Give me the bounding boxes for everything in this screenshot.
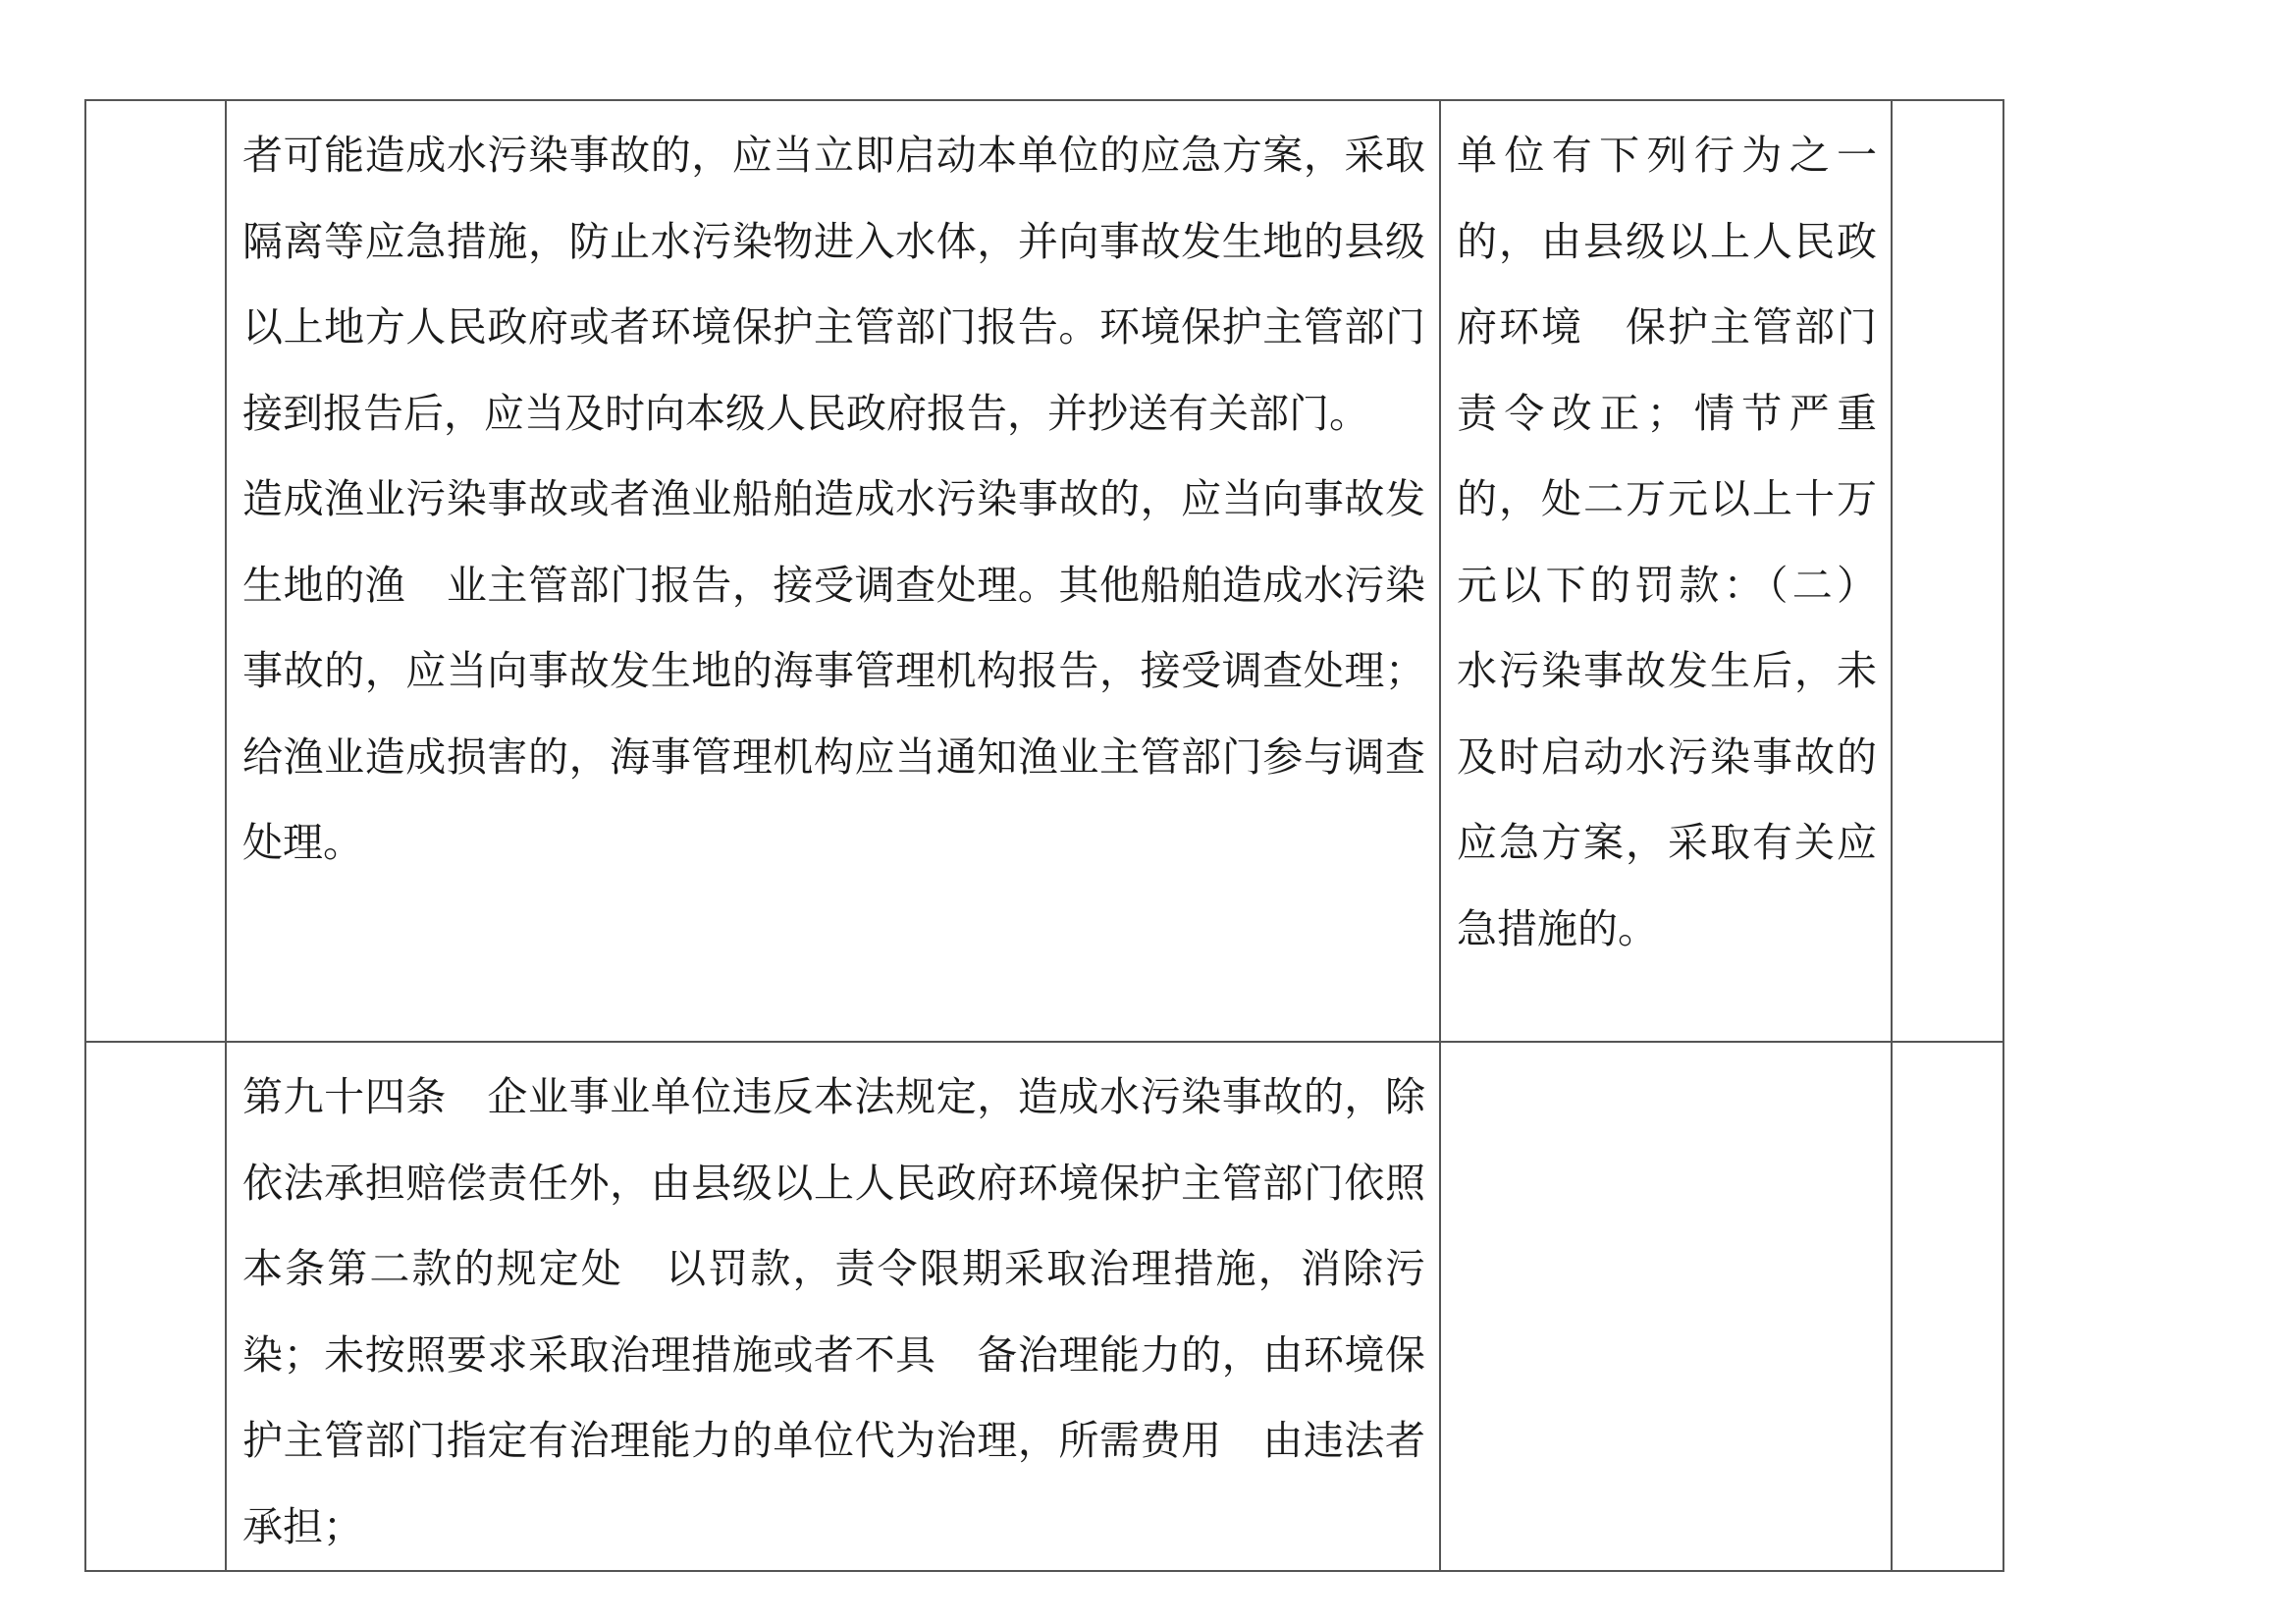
provision-text	[227, 1043, 1439, 1570]
provision-paragraph: 造成渔业污染事故或者渔业船舶造成水污染事故的，应当向事故发生地的渔 业主管部门报告，接受调查处理。其他船舶造成水污染事故的，应当向事故发生地的海事管理机构报告，接受调查处理；给渔业造成损害的，海事管理机构应当通知渔业主管部门参与调查处理。	[242, 475, 1425, 866]
provision-paragraph: 者可能造成水污染事故的，应当立即启动本单位的应急方案，采取隔离等应急措施，防止水污染物进入水体，并向事故发生地的县级以上地方人民政府或者环境保护主管部门报告。环境保护主管部门接到报告后，应当及时向本级人民政府报告，并抄送有关部门。	[242, 132, 1425, 437]
law-comparison-table	[84, 99, 2004, 1572]
provision-cell	[226, 100, 1440, 1042]
table-row	[85, 100, 2003, 1042]
provision-cell	[226, 1042, 1440, 1571]
penalty-text	[1441, 1043, 1891, 1055]
penalty-cell	[1440, 1042, 1892, 1571]
penalty-text: 单位有下列行为之一的，由县级以上人民政府环境 保护主管部门责令改正；情节严重的，处二万元以上十万元以下的罚款：（二）水污染事故发生后，未及时启动水污染事故的应急方案，采取有关应 急措施的。	[1457, 132, 1917, 952]
note-cell	[1892, 1042, 2003, 1571]
index-cell	[85, 1042, 226, 1571]
index-cell	[85, 100, 226, 1042]
table-row	[85, 1042, 2003, 1571]
note-cell	[1892, 100, 2003, 1042]
provision-text	[227, 101, 1439, 887]
provision-paragraph: 第九十四条 企业事业单位违反本法规定，造成水污染事故的，除依法承担赔偿责任外，由县级以上人民政府环境保护主管部门依照本条第二款的规定处 以罚款，责令限期采取治理措施，消除污染；未按照要求采取治理措施或者不具 备治理能力的，由环境保护主管部门指定有治理能力的单位代为治理，所需费用 由违法者承担；	[242, 1073, 1425, 1550]
penalty-cell	[1440, 100, 1917, 1042]
